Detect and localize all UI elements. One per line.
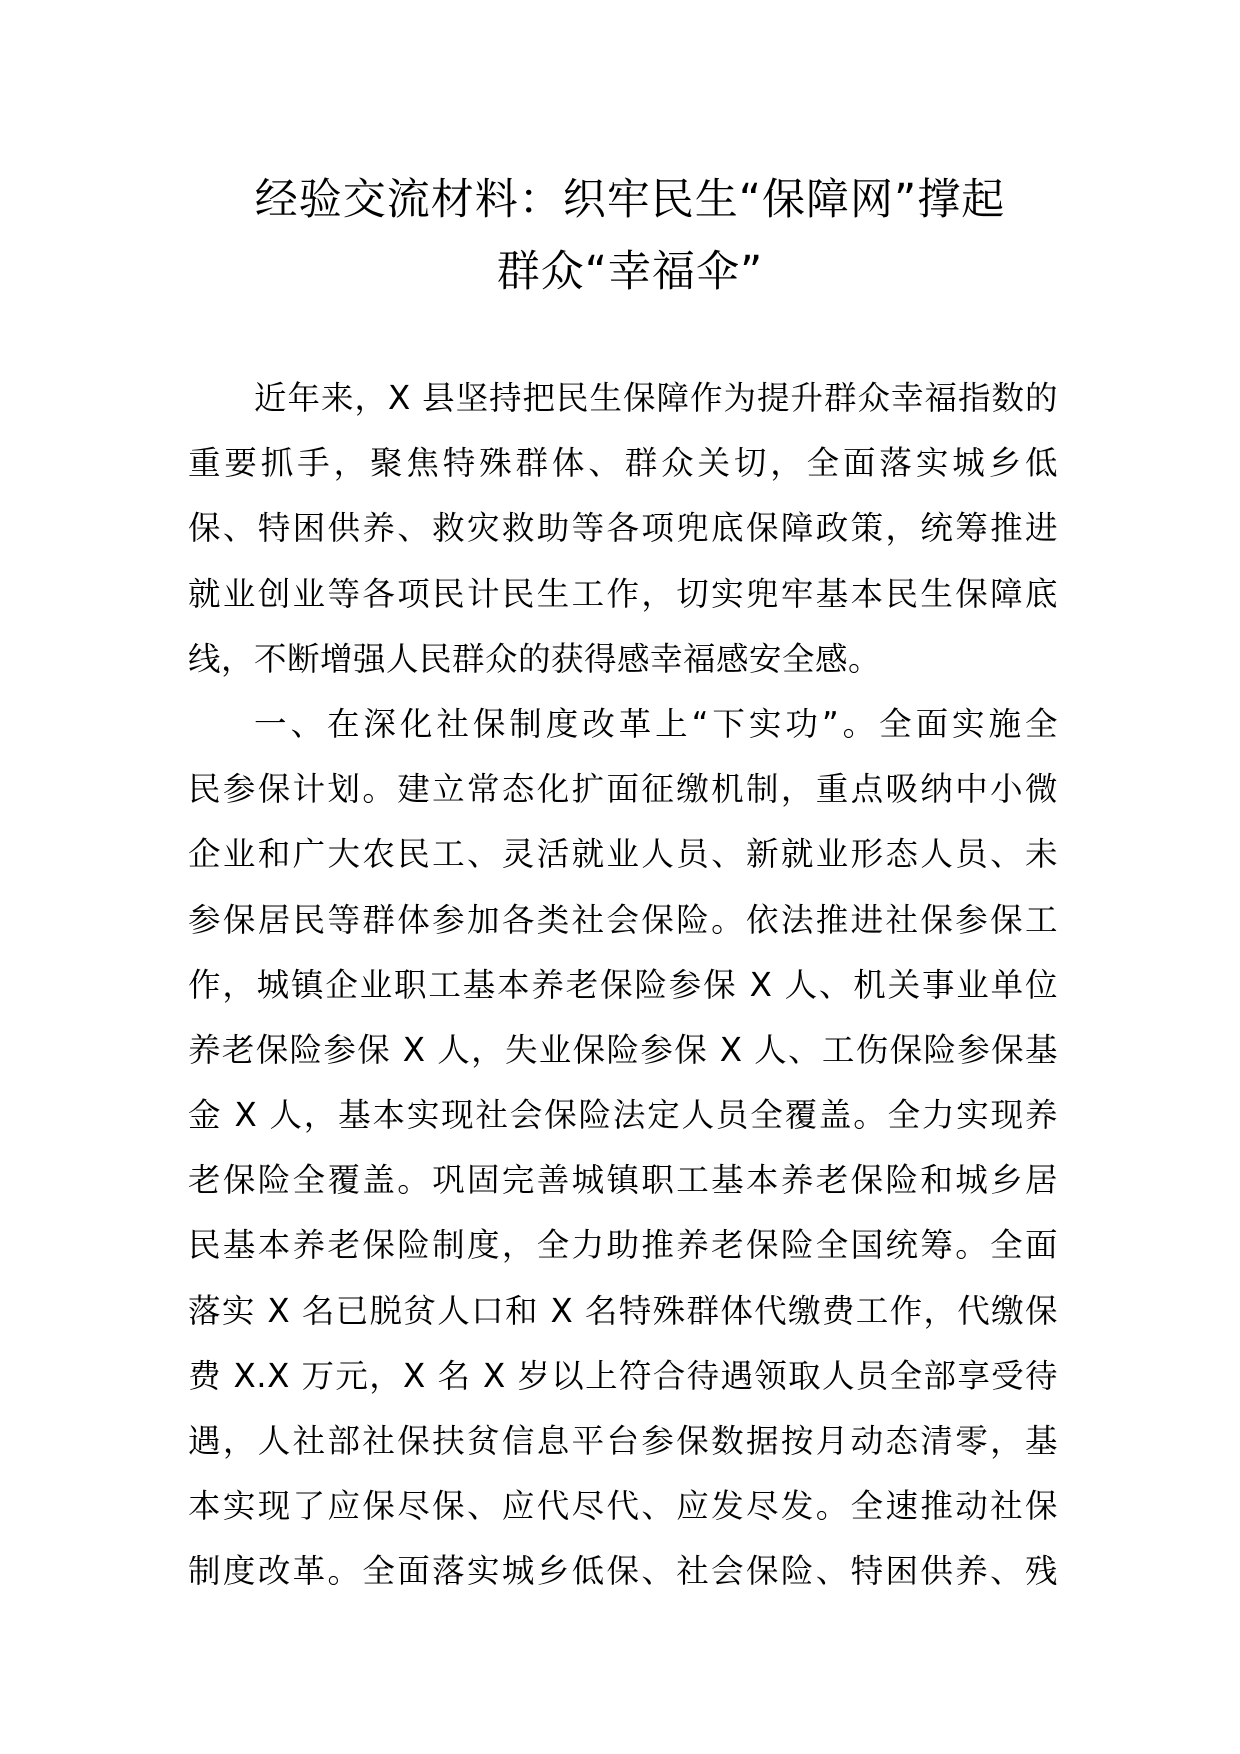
title-line: 群众“幸福伞” <box>496 247 764 297</box>
paragraph-line: 一、在深化社保制度改革上“下实功”。全面实施全 <box>254 704 1058 743</box>
document-body <box>188 366 1058 1605</box>
paragraph-line: 民基本养老保险制度，全力助推养老保险全国统筹。全面 <box>188 1226 1058 1265</box>
paragraph-line: 就业创业等各项民计民生工作，切实兜牢基本民生保障底 <box>188 574 1058 613</box>
paragraph-line: 金 X 人，基本实现社会保险法定人员全覆盖。全力实现养 <box>188 1096 1058 1135</box>
document-title <box>190 164 1070 308</box>
paragraph-line: 制度改革。全面落实城乡低保、社会保险、特困供养、残 <box>188 1552 1058 1591</box>
paragraph-line: 重要抓手，聚焦特殊群体、群众关切，全面落实城乡低 <box>188 444 1058 483</box>
paragraph-line: 参保居民等群体参加各类社会保险。依法推进社保参保工 <box>188 900 1058 939</box>
paragraph-line: 作，城镇企业职工基本养老保险参保 X 人、机关事业单位 <box>188 965 1058 1004</box>
paragraph-line: 费 X.X 万元，X 名 X 岁以上符合待遇领取人员全部享受待 <box>188 1356 1058 1395</box>
paragraph-line: 落实 X 名已脱贫人口和 X 名特殊群体代缴费工作，代缴保 <box>188 1291 1058 1330</box>
paragraph-line: 养老保险参保 X 人，失业保险参保 X 人、工伤保险参保基 <box>188 1030 1058 1069</box>
paragraph-line: 遇，人社部社保扶贫信息平台参保数据按月动态清零，基 <box>188 1422 1058 1460</box>
paragraph-line: 保、特困供养、救灾救助等各项兜底保障政策，统筹推进 <box>188 509 1058 548</box>
title-line: 经验交流材料：织牢民生“保障网”撑起 <box>254 175 1006 225</box>
paragraph-line: 近年来，X 县坚持把民生保障作为提升群众幸福指数的 <box>254 379 1058 417</box>
paragraph-line: 线，不断增强人民群众的获得感幸福感安全感。 <box>188 639 882 678</box>
paragraph-line: 企业和广大农民工、灵活就业人员、新就业形态人员、未 <box>188 835 1058 874</box>
paragraph-line: 民参保计划。建立常态化扩面征缴机制，重点吸纳中小微 <box>188 770 1058 809</box>
paragraph-line: 本实现了应保尽保、应代尽代、应发尽发。全速推动社保 <box>188 1487 1058 1526</box>
paragraph-line: 老保险全覆盖。巩固完善城镇职工基本养老保险和城乡居 <box>188 1161 1058 1200</box>
